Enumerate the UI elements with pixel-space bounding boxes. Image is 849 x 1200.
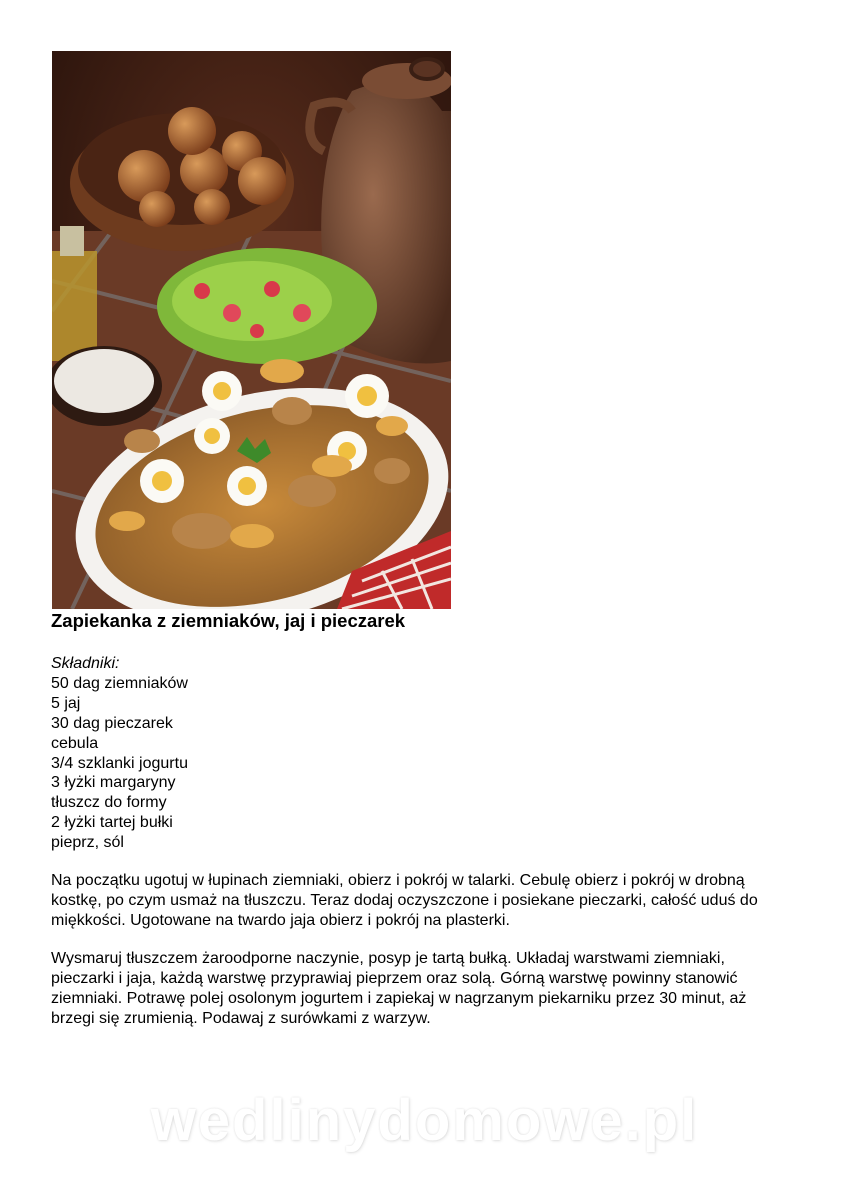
ingredient-item: 5 jaj <box>51 694 81 712</box>
ingredient-item: 3/4 szklanki jogurtu <box>51 754 188 772</box>
ingredients-list <box>51 674 188 853</box>
ingredient-item: pieprz, sól <box>51 834 124 852</box>
ingredient-item: 2 łyżki tartej bułki <box>51 814 173 832</box>
ingredient-item: 30 dag pieczarek <box>51 714 173 732</box>
ingredient-item: cebula <box>51 734 99 752</box>
instructions-paragraph-1: Na początku ugotuj w łupinach ziemniaki, obierz i pokrój w talarki. Cebulę obierz i pokrój w drobną kostkę, po czym usmaż na tłuszczu. Teraz dodaj oczyszczone i posiekane pieczarki, całość uduś do miękkości. Ugotowane na twardo jaja obierz i pokrój na plasterki. <box>51 872 758 929</box>
recipe-title: Zapiekanka z ziemniaków, jaj i pieczarek <box>51 610 406 631</box>
watermark: wedlinydomowe.pl <box>150 1088 699 1153</box>
instructions-paragraph-2: Wysmaruj tłuszczem żaroodporne naczynie, posyp je tartą bułką. Układaj warstwami ziemniaki, pieczarki i jaja, każdą warstwę przyprawiaj pieprzem oraz solą. Górną warstwę powinny stanowić ziemniaki. Potrawę polej osolonym jogurtem i zapiekaj w nagrzanym piekarniku przez 30 minut, aż brzegi się zrumienią. Podawaj z surówkami z warzyw. <box>51 950 747 1027</box>
ingredient-item: tłuszcz do formy <box>51 794 167 812</box>
recipe-photo <box>52 51 451 609</box>
ingredients-heading: Składniki: <box>51 655 120 672</box>
ingredients-section <box>51 654 188 853</box>
ingredient-item: 50 dag ziemniaków <box>51 674 188 692</box>
ingredient-item: 3 łyżki margaryny <box>51 774 176 792</box>
